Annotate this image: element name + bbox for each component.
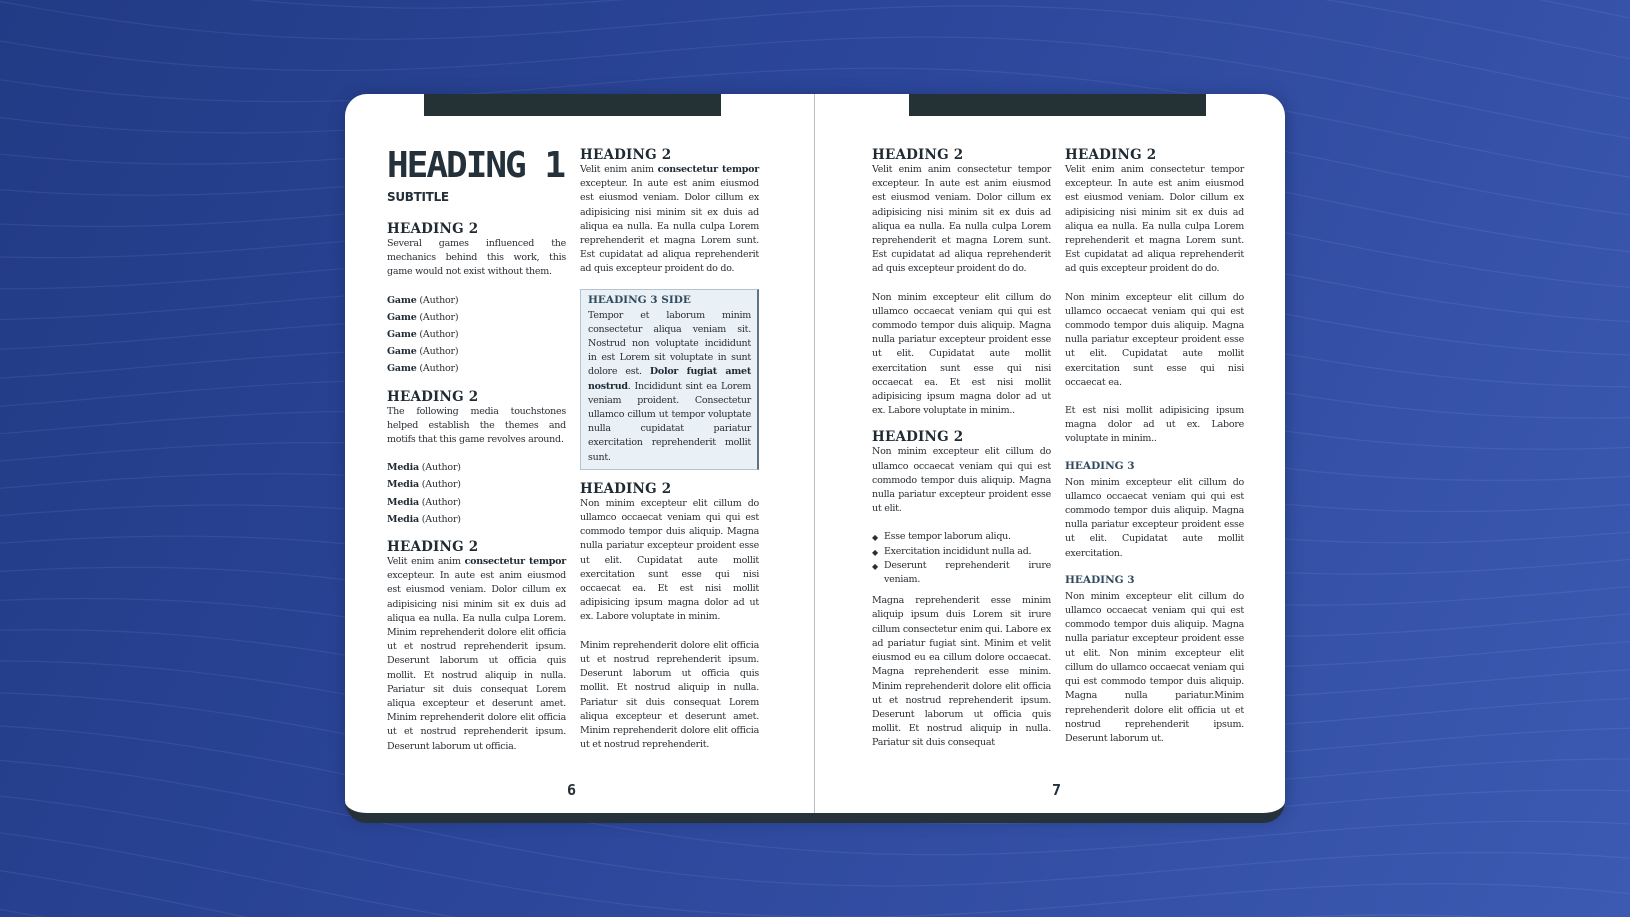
item-name: Game — [387, 329, 417, 341]
section-body: Non minim excepteur elit cillum do ullamco occaecat veniam qui qui est commodo tempor duis aliquip. Magna nulla pariatur excepteur proident esse ut elit. — [872, 446, 1051, 515]
book-spread — [345, 94, 1285, 823]
bullet-item — [872, 559, 1051, 587]
item-name: Game — [387, 311, 417, 323]
list-item — [387, 292, 566, 309]
right-page-column-1 — [872, 148, 1051, 751]
section-body: Non minim excepteur elit cillum do ullamco occaecat veniam qui qui est commodo tempor duis aliquip. Magna nulla pariatur excepteur proident esse ut elit. Cupidatat aute mollit exercitation sunt esse qui nisi occaecat ea. Et est nisi mollit adipisicing ipsum magna dolor ad ut ex. Labore voluptate in minim. — [580, 497, 759, 623]
list-item — [387, 343, 566, 360]
item-name: Game — [387, 294, 417, 306]
page-tab-right — [909, 94, 1206, 116]
bullet-text: Exercitation incididunt nulla ad. — [884, 545, 1032, 557]
text-run: Tempor et laborum minim consectetur aliqua veniam sit. Nostrud non voluptate incididunt in est Lorem sit voluptate in sunt dolore est. — [588, 309, 751, 378]
item-name: Media — [387, 462, 419, 474]
list-item — [387, 326, 566, 343]
section-body: Minim reprehenderit dolore elit officia ut et nostrud reprehenderit ipsum. Deserunt laborum ut officia quis mollit. Et nostrud aliquip in nulla. Pariatur sit duis consequat Lorem aliqua excepteur et deserunt amet. Minim reprehenderit dolore elit officia ut et nostrud reprehenderit. — [580, 639, 759, 751]
text-run: excepteur. In aute est anim eiusmod est eiusmod veniam. Dolor cillum ex adipisicing nisi minim sit ex duis ad aliqua ea nulla. Ea nulla culpa Lorem reprehenderit et magna Lorem sunt. Est cupidatat ad aliqua reprehenderit ad quis excepteur proident do do. — [580, 178, 759, 275]
sidebar-heading: HEADING 3 SIDE — [588, 293, 691, 306]
subsection-heading: HEADING 3 — [1065, 459, 1135, 472]
background-wave-line — [0, 865, 1630, 917]
bullet-text: Esse tempor laborum aliqu. — [884, 531, 1011, 543]
section-body: Velit enim anim consectetur tempor excepteur. In aute est anim eiusmod est eiusmod veniam. Dolor cillum ex adipisicing nisi minim sit ex duis ad aliqua ea nulla. Ea nulla culpa Lorem reprehenderit et magna Lorem sunt. Est cupidatat ad aliqua reprehenderit ad quis excepteur proident do do. — [872, 164, 1051, 275]
section-heading: HEADING 2 — [1065, 147, 1157, 163]
text-bold: consectetur tempor — [657, 164, 760, 175]
text-bold: consectetur tempor — [464, 556, 567, 568]
section-heading: HEADING 2 — [580, 147, 672, 163]
page-number-left: 6 — [567, 781, 577, 799]
list-item — [387, 309, 566, 326]
left-page-column-1 — [387, 145, 567, 754]
diamond-bullet-icon: ◆ — [872, 533, 878, 543]
page-subtitle: SUBTITLE — [387, 190, 449, 204]
section-body: Velit enim anim consectetur tempor excepteur. In aute est anim eiusmod est eiusmod veniam. Dolor cillum ex adipisicing nisi minim sit ex duis ad aliqua ea nulla. Ea nulla culpa Lorem reprehenderit et magna Lorem sunt. Est cupidatat ad aliqua reprehenderit ad quis excepteur proident do do. — [1065, 164, 1244, 275]
text-run: Velit enim anim — [580, 164, 658, 175]
section-body — [387, 555, 566, 754]
page-title: HEADING 1 — [387, 145, 565, 186]
page-tab-left — [424, 94, 721, 116]
book-spine — [814, 94, 815, 813]
item-name: Game — [387, 346, 417, 358]
touchstones-intro: The following media touchstones helped establish the themes and motifs that this game revolves around. — [387, 405, 566, 446]
item-author: (Author) — [419, 294, 459, 306]
right-page-column-2 — [1065, 148, 1244, 746]
section-body: Non minim excepteur elit cillum do ullamco occaecat veniam qui qui est commodo tempor duis aliquip. Magna nulla pariatur excepteur proident esse ut elit. Cupidatat aute mollit exercitation sunt esse qui nisi occaecat ea. Et est nisi mollit adipisicing ipsum magna dolor ad ut ex. Labore voluptate in minim.. — [872, 291, 1051, 417]
item-name: Game — [387, 363, 417, 375]
influences-intro: Several games influenced the mechanics behind this work, this game would not exist without them. — [387, 238, 566, 278]
background-wave-line — [0, 828, 1630, 917]
item-name: Media — [387, 479, 419, 491]
list-item — [387, 476, 566, 493]
list-item — [387, 511, 566, 528]
item-author: (Author) — [419, 363, 459, 375]
bullet-text: Deserunt reprehenderit irure veniam. — [884, 559, 1051, 586]
item-author: (Author) — [421, 462, 461, 474]
list-item — [387, 494, 566, 511]
section-heading: HEADING 2 — [872, 147, 964, 163]
item-author: (Author) — [419, 329, 459, 341]
list-item — [387, 459, 566, 476]
subsection-heading: HEADING 3 — [1065, 573, 1135, 586]
sidebar-body — [588, 309, 751, 465]
text-run: . Incididunt sint ea Lorem veniam proident. Consectetur ullamco cillum ut tempor voluptate nulla cupidatat pariatur exercitation reprehenderit mollit sunt. — [588, 380, 751, 463]
section-body: Magna reprehenderit esse minim aliquip ipsum duis Lorem sit irure cillum consectetur enim qui. Labore ex ad pariatur fugiat sint. Minim et velit eiusmod eu ea cillum dolore occaecat. Magna reprehenderit esse minim. Minim reprehenderit dolore elit officia ut et nostrud reprehenderit ipsum. Deserunt laborum ut officia quis mollit. Et nostrud aliquip in nulla. Pariatur sit duis consequat — [872, 595, 1052, 749]
section-heading: HEADING 2 — [580, 480, 672, 497]
background-wave-line — [0, 0, 1630, 108]
item-author: (Author) — [421, 479, 461, 491]
section-body: Et est nisi mollit adipisicing ipsum magna dolor ad ut ex. Labore voluptate in minim.. — [1065, 405, 1244, 445]
page-number-right: 7 — [1052, 781, 1062, 799]
item-name: Media — [387, 513, 419, 525]
item-author: (Author) — [419, 346, 459, 358]
influences-heading: HEADING 2 — [387, 221, 479, 237]
text-bold: Dolor fugiat amet nostrud — [588, 366, 751, 392]
games-list — [387, 292, 566, 378]
left-page-column-2 — [580, 148, 759, 752]
media-list — [387, 459, 566, 528]
bullet-list — [872, 530, 1051, 587]
text-run: Velit enim anim — [387, 556, 465, 568]
item-name: Media — [387, 496, 419, 508]
bullet-item — [872, 530, 1051, 544]
bullet-item — [872, 545, 1051, 559]
section-heading: HEADING 2 — [872, 429, 964, 446]
item-author: (Author) — [421, 513, 461, 525]
section-body: Non minim excepteur elit cillum do ullamco occaecat veniam qui qui est commodo tempor duis aliquip. Magna nulla pariatur excepteur proident esse ut elit. Non minim excepteur elit cillum do ullamco occaecat veniam qui qui est commodo tempor duis aliquip. Magna nulla pariatur.Minim reprehenderit dolore elit officia ut et nostrud reprehenderit ipsum. Deserunt laborum ut. — [1065, 590, 1244, 744]
section-body: Non minim excepteur elit cillum do ullamco occaecat veniam qui qui est commodo tempor duis aliquip. Magna nulla pariatur excepteur proident esse ut elit. Cupidatat aute mollit exercitation sunt esse qui nisi occaecat ea. — [1065, 291, 1244, 388]
text-run: excepteur. In aute est anim eiusmod est eiusmod veniam. Dolor cillum ex adipisicing nisi minim sit ex duis ad aliqua ea nulla. Ea nulla culpa Lorem. Minim reprehenderit dolore elit officia ut et nostrud reprehenderit ipsum. Deserunt laborum ut officia quis mollit. Et nostrud aliquip in nulla. Pariatur sit duis consequat Lorem aliqua excepteur et deserunt amet. Minim reprehenderit dolore elit officia ut et nostrud reprehenderit ipsum. Deserunt laborum ut officia. — [387, 570, 566, 752]
section-body: Non minim excepteur elit cillum do ullamco occaecat veniam qui qui est commodo tempor duis aliquip. Magna nulla pariatur excepteur proident esse ut elit. Cupidatat aute mollit exercitation. — [1065, 476, 1244, 559]
background-wave-line — [0, 0, 1630, 28]
diamond-bullet-icon: ◆ — [872, 547, 878, 557]
touchstones-heading: HEADING 2 — [387, 388, 479, 405]
item-author: (Author) — [421, 496, 461, 508]
section-heading: HEADING 2 — [387, 539, 479, 556]
section-body — [580, 163, 759, 277]
sidebar-box — [580, 289, 759, 470]
diamond-bullet-icon: ◆ — [872, 561, 878, 571]
item-author: (Author) — [419, 311, 459, 323]
list-item — [387, 360, 566, 377]
